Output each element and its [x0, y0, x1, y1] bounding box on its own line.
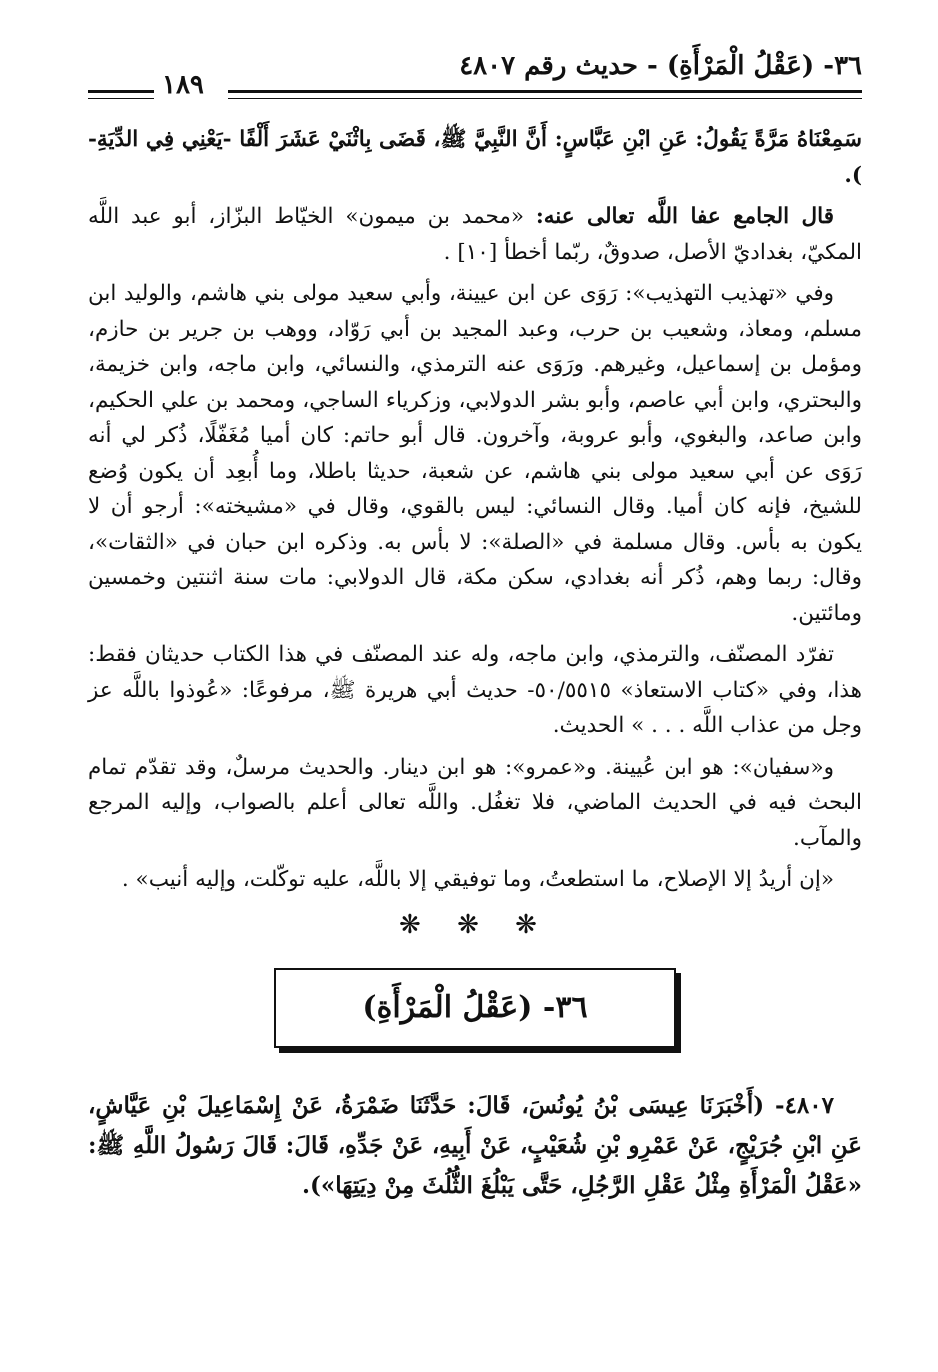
commentary-text	[88, 122, 862, 898]
chapter-title-box	[274, 968, 676, 1048]
page-number: ١٨٩	[156, 70, 210, 100]
hadith-continuation: سَمِعْنَاهُ مَرَّةً يَقُولُ: عَنِ ابْنِ عَبَّاسٍ: أَنَّ النَّبِيَّ ﷺ، قَضَى بِاثْنَيْ عَشَرَ أَلْفًا -يَعْنِي فِي الدِّيَةِ- ).	[88, 127, 862, 188]
book-page	[88, 48, 862, 1206]
header-rule-short	[88, 90, 154, 99]
narrator-paragraph-text: «محمد بن ميمون» الخيّاط البزّاز، أبو عبد اللَّه المكيّ، بغداديّ الأصل، صدوقٌ، ربّما أخطأ [١٠] .	[88, 204, 862, 265]
hadith-text	[88, 1086, 862, 1206]
chapter-title: ٣٦- (عَقْلُ الْمَرْأَةِ)	[362, 990, 588, 1025]
sufyan-paragraph: و«سفيان»: هو ابن عُيينة. و«عمرو»: هو ابن دينار. والحديث مرسلٌ، وقد تقدّم تمام البحث فيه في الحديث الماضي، فلا تغفُل. واللَّه تعالى أعلم بالصواب، وإليه المرجع والمآب.	[88, 754, 862, 851]
compiler-lead: قال الجامع عفا اللَّه تعالى عنه:	[535, 204, 834, 229]
header-rule	[88, 70, 862, 106]
authors-paragraph: تفرّد المصنّف، والترمذي، وابن ماجه، وله عند المصنّف في هذا الكتاب حديثان فقط: هذا، وفي «كتاب الاستعاذ» ٥٠/٥٥١٥- حديث أبي هريرة ﷺ، مرفوعًا: «عُوذوا باللَّه عز وجل من عذاب اللَّه . . . » الحديث.	[88, 642, 862, 738]
header-rule-long	[228, 90, 862, 99]
narrator-paragraph	[88, 199, 862, 270]
closing-dua: «إن أريدُ إلا الإصلاح، ما استطعتُ، وما توفيقي إلا باللَّه، عليه توكّلت، وإليه أنيب» .	[121, 867, 834, 892]
tahdhib-paragraph: وفي «تهذيب التهذيب»: رَوَى عن ابن عيينة، وأبي سعيد مولى بني هاشم، والوليد ابن مسلم، ومعاذ، وشعيب بن حرب، وعبد المجيد بن أبي رَوّاد، ووهب بن جرير بن حازم، ومؤمل بن إسماعيل، وغيرهم. ورَوَى عنه الترمذي، والنسائي، وابن ماجه، وابن خزيمة، والبحتري، وابن أبي عاصم، وأبو بشر الدولابي، وزكرياء الساجي، ومحمد بن علي الحكيم، وابن صاعد، والبغوي، وأبو عروبة، وآخرون. قال أبو حاتم: كان أميا مُغَفّلًا، ذُكر لي أنه رَوَى عن أبي سعيد مولى بني هاشم، عن شعبة، حديثا باطلا، وما أُبعِد أن يكون وُضع للشيخ، فإنه كان أميا. وقال النسائي: ليس بالقوي، وقال في «مشيخته»: أرجو أن لا يكون به بأس. وقال مسلمة في «الصلة»: لا بأس به. وذكره ابن حبان في «الثقات»، وقال: ربما وهم، ذُكر أنه بغدادي، سكن مكة، قال الدولابي: مات سنة اثنتين وخمسين ومائتين.	[88, 281, 862, 626]
section-separator: ❋ ❋ ❋	[399, 909, 551, 940]
hadith-4807: ٤٨٠٧- (أَخْبَرَنَا عِيسَى بْنُ يُونُسَ، قَالَ: حَدَّثَنَا ضَمْرَةُ، عَنْ إِسْمَاعِيلَ بْنِ عَيَّاشٍ، عَنِ ابْنِ جُرَيْجٍ، عَنْ عَمْرِو بْنِ شُعَيْبٍ، عَنْ أَبِيهِ، عَنْ جَدِّهِ، قَالَ: قَالَ رَسُولُ اللَّهِ ﷺ: «عَقْلُ الْمَرْأَةِ مِثْلُ عَقْلِ الرَّجُلِ، حَتَّى يَبْلُغَ الثُّلُثَ مِنْ دِيَتِهَا»).	[88, 1091, 862, 1199]
running-title: ٣٦- (عَقْلُ الْمَرْأَةِ) - حديث رقم ٤٨٠٧	[459, 51, 862, 81]
